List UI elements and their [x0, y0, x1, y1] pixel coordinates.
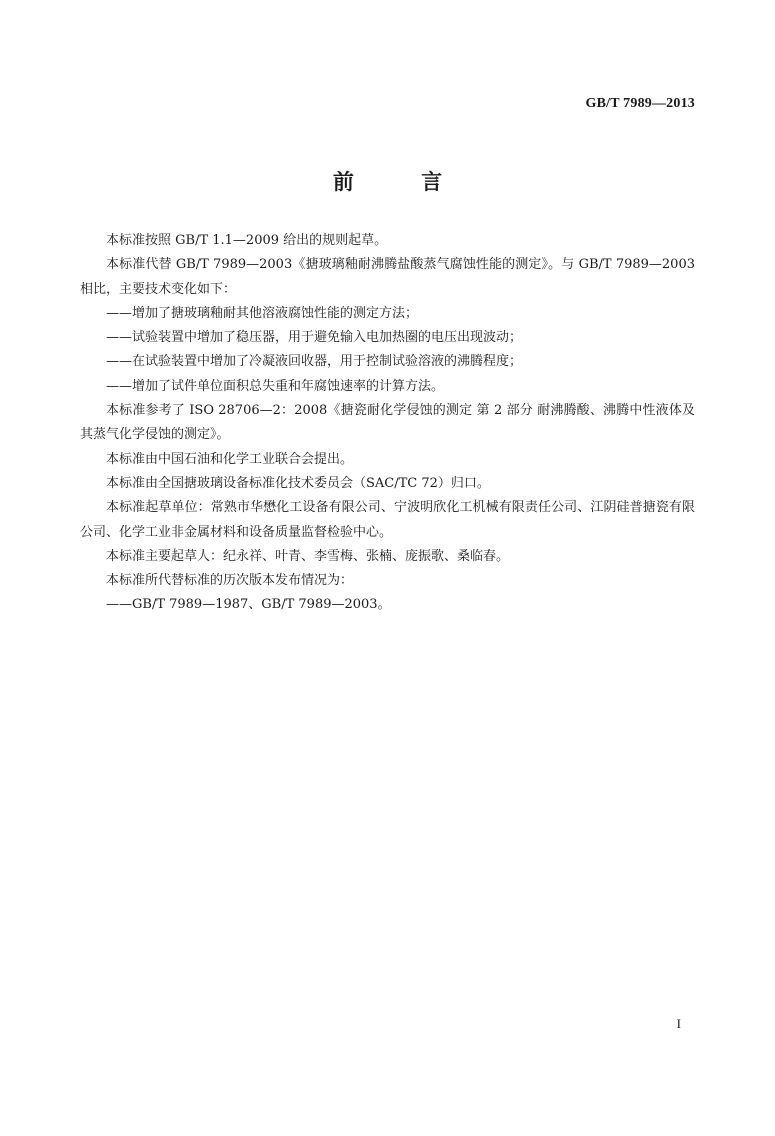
- paragraph-replacement: 本标准代替 GB/T 7989—2003《搪玻璃釉耐沸腾盐酸蒸气腐蚀性能的测定》。与 GB/T 7989—2003 相比，主要技术变化如下：: [80, 257, 695, 297]
- paragraph-drafting-rules: 本标准按照 GB/T 1.1—2009 给出的规则起草。: [106, 233, 388, 248]
- change-item-1: ——增加了搪玻璃釉耐其他溶液腐蚀性能的测定方法；: [106, 305, 419, 321]
- change-item-2: ——试验装置中增加了稳压器，用于避免输入电加热圈的电压出现波动；: [106, 330, 523, 346]
- page-number: I: [676, 1016, 681, 1031]
- paragraph-drafting-units: 本标准起草单位：常熟市华懋化工设备有限公司、宁波明欣化工机械有限责任公司、江阴硅普搪瓷有限公司、化学工业非金属材料和设备质量监督检验中心。: [80, 500, 695, 540]
- paragraph-drafters: 本标准主要起草人：纪永祥、叶青、李雪梅、张楠、庞振歌、桑临春。: [106, 548, 510, 564]
- standard-code: GB/T 7989—2013: [585, 96, 695, 111]
- change-item-4: ——增加了试件单位面积总失重和年腐蚀速率的计算方法。: [106, 378, 445, 394]
- history-item: ——GB/T 7989—1987、GB/T 7989—2003。: [106, 597, 391, 613]
- change-item-3: ——在试验装置中增加了冷凝液回收器，用于控制试验溶液的沸腾程度；: [106, 354, 523, 370]
- preface-body: [80, 229, 695, 618]
- paragraph-reference: 本标准参考了 ISO 28706—2：2008《搪瓷耐化学侵蚀的测定 第 2 部分 耐沸腾酸、沸腾中性液体及其蒸气化学侵蚀的测定》。: [80, 403, 695, 443]
- paragraph-history-intro: 本标准所代替标准的历次版本发布情况为：: [106, 573, 354, 589]
- paragraph-proposer: 本标准由中国石油和化学工业联合会提出。: [106, 451, 354, 467]
- page-title: 前 言: [332, 170, 473, 194]
- paragraph-committee: 本标准由全国搪玻璃设备标准化技术委员会（SAC/TC 72）归口。: [106, 475, 490, 491]
